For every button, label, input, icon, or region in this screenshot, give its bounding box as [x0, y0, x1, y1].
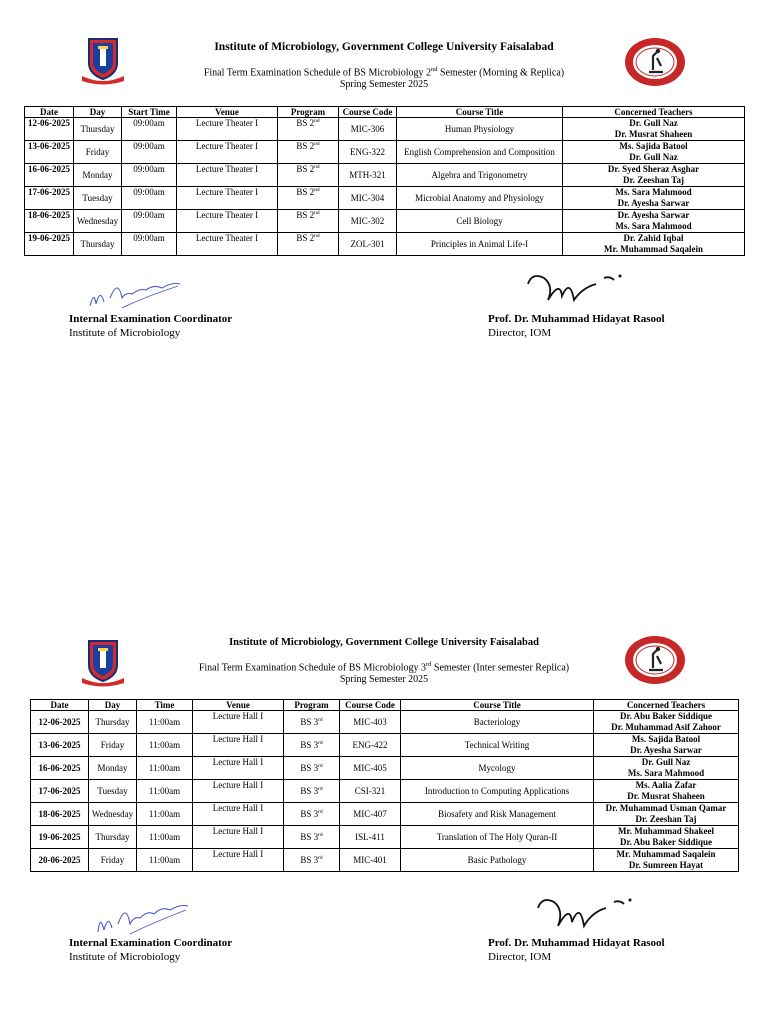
column-header: Date: [31, 700, 89, 711]
program-suffix: nd: [314, 233, 320, 239]
program-name: BS 3: [300, 763, 319, 773]
exam-day: Monday: [74, 164, 122, 187]
course-title: Mycology: [401, 757, 594, 780]
exam-time: 09:00am: [122, 187, 177, 210]
exam-day: Friday: [89, 849, 137, 872]
program-suffix: rd: [318, 832, 323, 838]
exam-day: Wednesday: [74, 210, 122, 233]
course-code: MIC-306: [339, 118, 397, 141]
exam-schedule-table: [24, 106, 745, 256]
program-name: BS 3: [300, 855, 319, 865]
schedule-3rd-semester: [0, 612, 768, 1024]
table-header-row: [31, 700, 739, 711]
exam-date: 12-06-2025: [31, 711, 89, 734]
program-cell: [278, 118, 339, 141]
exam-date: 17-06-2025: [25, 187, 74, 210]
program-cell: [278, 164, 339, 187]
exam-time: 09:00am: [122, 233, 177, 256]
exam-venue: Lecture Hall I: [193, 780, 284, 803]
exam-venue: Lecture Theater I: [177, 187, 278, 210]
exam-venue: Lecture Hall I: [193, 849, 284, 872]
exam-day: Friday: [89, 734, 137, 757]
table-header-row: [25, 107, 745, 118]
course-title: Cell Biology: [397, 210, 563, 233]
teacher-name: Mr. Muhammad Saqalein: [616, 849, 716, 859]
teacher-name: Dr. Ayesha Sarwar: [617, 210, 690, 220]
teacher-name: Dr. Muhammad Usman Qamar: [605, 803, 727, 813]
table-row: [25, 164, 745, 187]
teachers-cell: [594, 780, 739, 803]
teacher-name: Dr. Ayesha Sarwar: [617, 198, 690, 208]
course-title: Algebra and Trigonometry: [397, 164, 563, 187]
table-row: [31, 849, 739, 872]
exam-venue: Lecture Theater I: [177, 210, 278, 233]
program-cell: [284, 849, 340, 872]
program-name: BS 3: [300, 809, 319, 819]
teacher-name: Ms. Sara Mahmood: [615, 221, 692, 231]
director-name: Prof. Dr. Muhammad Hidayat Rasool: [488, 313, 665, 325]
exam-date: 12-06-2025: [25, 118, 74, 141]
course-title: Principles in Animal Life-I: [397, 233, 563, 256]
exam-schedule-table: [30, 699, 739, 872]
table-row: [25, 233, 745, 256]
teacher-name: Dr. Abu Baker Siddique: [619, 711, 713, 721]
institute-heading: Institute of Microbiology, Government College University Faisalabad: [214, 41, 554, 53]
program-suffix: rd: [318, 786, 323, 792]
column-header: Course Title: [397, 107, 563, 118]
exam-day: Friday: [74, 141, 122, 164]
column-header: Venue: [177, 107, 278, 118]
program-cell: [278, 141, 339, 164]
teachers-cell: [563, 118, 745, 141]
teachers-cell: [563, 164, 745, 187]
exam-time: 11:00am: [137, 849, 193, 872]
program-suffix: nd: [314, 210, 320, 216]
institute-heading: Institute of Microbiology, Government College University Faisalabad: [229, 637, 539, 648]
program-name: BS 3: [300, 717, 319, 727]
course-code: CSI-321: [340, 780, 401, 803]
program-name: BS 2: [296, 141, 315, 151]
teacher-name: Ms. Aalia Zafar: [635, 780, 697, 790]
program-cell: [284, 826, 340, 849]
column-header: Program: [278, 107, 339, 118]
teacher-name: Dr. Zahid Iqbal: [623, 233, 684, 243]
teachers-cell: [563, 187, 745, 210]
teachers-cell: [563, 210, 745, 233]
column-header: Concerned Teachers: [594, 700, 739, 711]
teacher-name: Dr. Ayesha Sarwar: [630, 745, 702, 755]
exam-date: 19-06-2025: [31, 826, 89, 849]
coordinator-title: Internal Examination Coordinator: [69, 313, 233, 325]
teacher-name: Dr. Abu Baker Siddique: [619, 837, 713, 847]
exam-venue: Lecture Hall I: [193, 711, 284, 734]
course-code: MIC-302: [339, 210, 397, 233]
program-cell: [284, 757, 340, 780]
program-name: BS 2: [296, 118, 315, 128]
exam-time: 11:00am: [137, 711, 193, 734]
exam-day: Wednesday: [89, 803, 137, 826]
table-row: [31, 734, 739, 757]
exam-venue: Lecture Hall I: [193, 734, 284, 757]
exam-date: 16-06-2025: [25, 164, 74, 187]
teacher-name: Dr. Muhammad Asif Zahoor: [611, 722, 721, 732]
exam-day: Tuesday: [74, 187, 122, 210]
program-name: BS 2: [296, 187, 315, 197]
schedule-subtitle: Final Term Examination Schedule of BS Microbiology 3rd Semester (Inter semester Replica): [198, 661, 570, 674]
teacher-name: Mr. Muhammad Shakeel: [618, 826, 714, 836]
table-row: [25, 187, 745, 210]
program-name: BS 3: [300, 832, 319, 842]
course-code: MIC-405: [340, 757, 401, 780]
column-header: Course Code: [339, 107, 397, 118]
coordinator-org: Institute of Microbiology: [69, 327, 181, 339]
course-code: ISL-411: [340, 826, 401, 849]
table-row: [31, 826, 739, 849]
column-header: Concerned Teachers: [563, 107, 745, 118]
column-header: Venue: [193, 700, 284, 711]
program-name: BS 2: [296, 164, 315, 174]
exam-day: Thursday: [89, 826, 137, 849]
teacher-name: Ms. Sajida Batool: [619, 141, 688, 151]
program-suffix: nd: [314, 164, 320, 170]
exam-date: 13-06-2025: [25, 141, 74, 164]
teachers-cell: [563, 233, 745, 256]
director-signature: [530, 890, 650, 936]
course-code: MIC-401: [340, 849, 401, 872]
exam-time: 09:00am: [122, 164, 177, 187]
exam-venue: Lecture Theater I: [177, 141, 278, 164]
teacher-name: Dr. Syed Sheraz Asghar: [607, 164, 700, 174]
teacher-name: Dr. Musrat Shaheen: [627, 791, 705, 801]
coordinator-org: Institute of Microbiology: [69, 951, 181, 963]
course-code: ENG-422: [340, 734, 401, 757]
course-title: Human Physiology: [397, 118, 563, 141]
exam-date: 20-06-2025: [31, 849, 89, 872]
exam-day: Thursday: [74, 233, 122, 256]
program-suffix: rd: [318, 763, 323, 769]
teachers-cell: [594, 711, 739, 734]
program-suffix: rd: [318, 855, 323, 861]
exam-date: 19-06-2025: [25, 233, 74, 256]
program-cell: [278, 187, 339, 210]
program-cell: [284, 711, 340, 734]
table-row: [25, 118, 745, 141]
teacher-name: Dr. Musrat Shaheen: [614, 129, 693, 139]
exam-date: 17-06-2025: [31, 780, 89, 803]
exam-venue: Lecture Theater I: [177, 164, 278, 187]
semester-label: Spring Semester 2025: [339, 674, 429, 685]
column-header: Start Time: [122, 107, 177, 118]
program-name: BS 2: [296, 210, 315, 220]
course-title: Biosafety and Risk Management: [401, 803, 594, 826]
course-title: Translation of The Holy Quran-II: [401, 826, 594, 849]
column-header: Day: [89, 700, 137, 711]
coordinator-signature: [82, 268, 184, 314]
exam-time: 09:00am: [122, 118, 177, 141]
column-header: Course Title: [401, 700, 594, 711]
program-suffix: nd: [314, 141, 320, 147]
teacher-name: Dr. Zeeshan Taj: [623, 175, 684, 185]
teacher-name: Mr. Muhammad Saqalein: [604, 244, 703, 254]
table-row: [31, 757, 739, 780]
course-title: Microbial Anatomy and Physiology: [397, 187, 563, 210]
course-code: MTH-321: [339, 164, 397, 187]
course-code: MIC-403: [340, 711, 401, 734]
director-designation: Director, IOM: [488, 327, 552, 339]
teacher-name: Dr. Gull Naz: [629, 118, 678, 128]
exam-time: 11:00am: [137, 780, 193, 803]
course-title: English Comprehension and Composition: [397, 141, 563, 164]
teachers-cell: [594, 757, 739, 780]
course-title: Introduction to Computing Applications: [401, 780, 594, 803]
program-cell: [284, 803, 340, 826]
exam-venue: Lecture Hall I: [193, 826, 284, 849]
teacher-name: Ms. Sajida Batool: [631, 734, 701, 744]
director-signature: [520, 266, 640, 310]
course-title: Technical Writing: [401, 734, 594, 757]
teachers-cell: [594, 826, 739, 849]
exam-day: Thursday: [89, 711, 137, 734]
program-cell: [278, 210, 339, 233]
exam-time: 09:00am: [122, 141, 177, 164]
program-suffix: rd: [318, 809, 323, 815]
teacher-name: Dr. Zeeshan Taj: [635, 814, 697, 824]
semester-label: Spring Semester 2025: [339, 79, 429, 90]
exam-venue: Lecture Hall I: [193, 757, 284, 780]
teachers-cell: [563, 141, 745, 164]
exam-venue: Lecture Hall I: [193, 803, 284, 826]
program-suffix: rd: [318, 717, 323, 723]
coordinator-signature: [88, 892, 192, 940]
course-title: Bacteriology: [401, 711, 594, 734]
program-cell: [278, 233, 339, 256]
column-header: Day: [74, 107, 122, 118]
teacher-name: Dr. Gull Naz: [629, 152, 678, 162]
teacher-name: Dr. Gull Naz: [641, 757, 691, 767]
program-suffix: nd: [314, 118, 320, 124]
coordinator-title: Internal Examination Coordinator: [69, 937, 233, 949]
exam-date: 16-06-2025: [31, 757, 89, 780]
exam-time: 11:00am: [137, 803, 193, 826]
schedule-subtitle: Final Term Examination Schedule of BS Microbiology 2nd Semester (Morning & Replica): [203, 66, 565, 79]
column-header: Date: [25, 107, 74, 118]
exam-day: Tuesday: [89, 780, 137, 803]
exam-date: 18-06-2025: [31, 803, 89, 826]
program-suffix: rd: [318, 740, 323, 746]
table-row: [31, 711, 739, 734]
program-name: BS 3: [300, 786, 319, 796]
column-header: Program: [284, 700, 340, 711]
column-header: Time: [137, 700, 193, 711]
exam-venue: Lecture Theater I: [177, 233, 278, 256]
exam-time: 11:00am: [137, 826, 193, 849]
table-row: [25, 210, 745, 233]
course-title: Basic Pathology: [401, 849, 594, 872]
exam-time: 09:00am: [122, 210, 177, 233]
schedule-2nd-semester: [0, 0, 768, 360]
exam-date: 18-06-2025: [25, 210, 74, 233]
teachers-cell: [594, 734, 739, 757]
table-row: [31, 780, 739, 803]
program-cell: [284, 734, 340, 757]
exam-time: 11:00am: [137, 757, 193, 780]
program-cell: [284, 780, 340, 803]
exam-time: 11:00am: [137, 734, 193, 757]
column-header: Course Code: [340, 700, 401, 711]
teacher-name: Ms. Sara Mahmood: [627, 768, 705, 778]
course-code: ZOL-301: [339, 233, 397, 256]
program-name: BS 2: [296, 233, 315, 243]
exam-date: 13-06-2025: [31, 734, 89, 757]
exam-day: Thursday: [74, 118, 122, 141]
teachers-cell: [594, 849, 739, 872]
teachers-cell: [594, 803, 739, 826]
director-name: Prof. Dr. Muhammad Hidayat Rasool: [488, 937, 665, 949]
teacher-name: Ms. Sara Mahmood: [615, 187, 692, 197]
course-code: MIC-304: [339, 187, 397, 210]
table-row: [31, 803, 739, 826]
program-name: BS 3: [300, 740, 319, 750]
exam-venue: Lecture Theater I: [177, 118, 278, 141]
table-row: [25, 141, 745, 164]
director-designation: Director, IOM: [488, 951, 552, 963]
program-suffix: nd: [314, 187, 320, 193]
teacher-name: Dr. Sumreen Hayat: [628, 860, 704, 870]
course-code: ENG-322: [339, 141, 397, 164]
exam-day: Monday: [89, 757, 137, 780]
course-code: MIC-407: [340, 803, 401, 826]
